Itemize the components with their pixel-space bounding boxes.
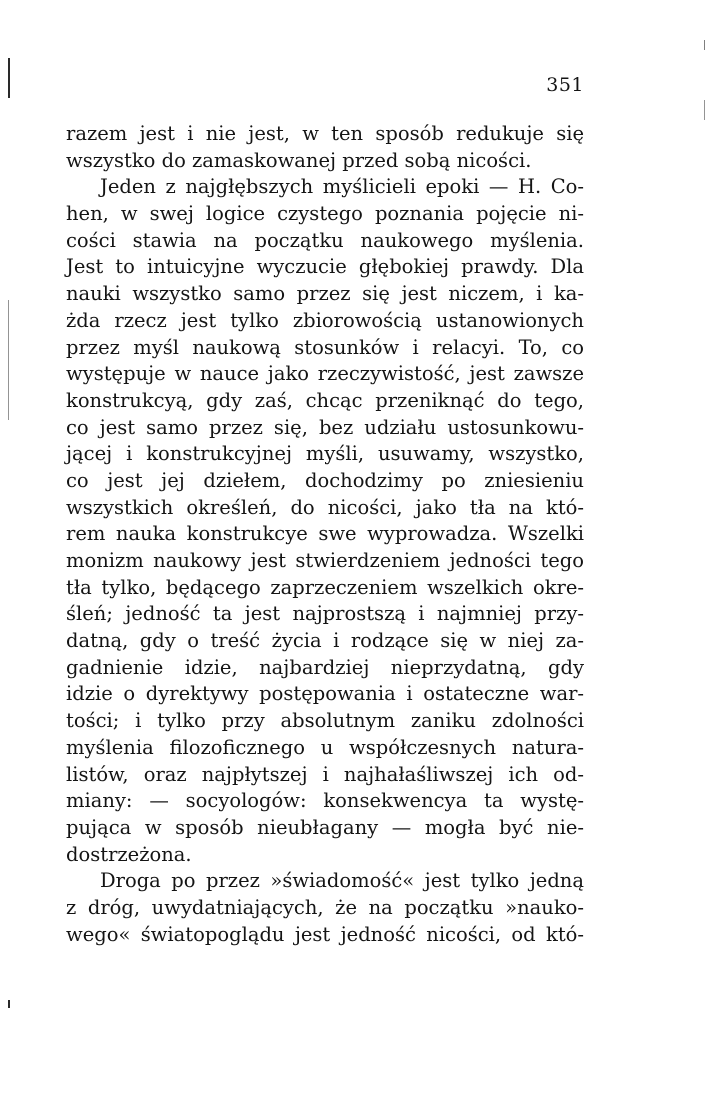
text-line: listów, oraz najpłytszej i najhałaśliwszej ich od- [66,762,584,786]
scan-edge-mark [704,100,705,120]
text-line: datną, gdy o treść życia i rodzące się w niej za- [66,629,584,653]
text-line: jącej i konstrukcyjnej myśli, usuwamy, wszystko, [66,442,584,466]
text-line: nauki wszystko samo przez się jest niczem, i ka- [66,282,584,306]
text-line: co jest samo przez się, bez udziału ustosunkowu- [66,415,584,439]
text-line: tości; i tylko przy absolutnym zaniku zdolności [66,709,584,733]
scan-edge-mark [704,40,705,50]
text-line: myślenia filozoficznego u współczesnych natura- [66,735,584,759]
text-line: z dróg, uwydatniających, że na początku »nauko- [66,895,584,919]
text-line: rem nauka konstrukcye swe wyprowadza. Wszelki [66,522,584,546]
text-line: pująca w sposób nieubłagany — mogła być nie- [66,815,584,839]
scan-edge-mark [8,300,9,420]
text-line: występuje w nauce jako rzeczywistość, jest zawsze [66,362,584,386]
text-line: Jeden z najgłębszych myślicieli epoki — H. Co- [100,175,584,199]
body-text [66,121,584,948]
text-line: tła tylko, będącego zaprzeczeniem wszelkich okre- [66,575,584,599]
text-line: idzie o dyrektywy postępowania i ostateczne war- [66,682,584,706]
text-line: wego« światopoglądu jest jedność nicości, od któ- [66,922,584,946]
scan-edge-mark [8,1000,10,1008]
text-line: żda rzecz jest tylko zbiorowością ustanowionych [66,308,584,332]
text-line: konstrukcyą, gdy zaś, chcąc przeniknąć do tego, [66,388,584,412]
text-line: przez myśl naukową stosunków i relacyi. To, co [66,335,584,359]
text-line: gadnienie idzie, najbardziej nieprzydatną, gdy [66,655,584,679]
text-line: monizm naukowy jest stwierdzeniem jedności tego [66,549,584,572]
page-number: 351 [546,74,584,96]
text-line: Droga po przez »świadomość« jest tylko jedną [100,869,584,893]
text-line: cości stawia na początku naukowego myślenia. [66,228,584,252]
text-line: hen, w swej logice czystego poznania pojęcie ni- [66,202,584,226]
text-line: wszystko do zamaskowanej przed sobą nicości. [66,148,532,172]
text-line: razem jest i nie jest, w ten sposób redukuje się [66,122,584,145]
text-line: wszystkich określeń, do nicości, jako tła na któ- [66,495,584,519]
text-line: miany: — socyologów: konsekwencya ta wystę- [66,789,584,813]
text-line: Jest to intuicyjne wyczucie głębokiej prawdy. Dla [66,255,584,279]
text-line: co jest jej dziełem, dochodzimy po zniesieniu [66,468,584,492]
text-line: śleń; jedność ta jest najprostszą i najmniej przy- [66,602,584,626]
scan-edge-mark [8,58,10,98]
text-line: dostrzeżona. [66,842,192,866]
